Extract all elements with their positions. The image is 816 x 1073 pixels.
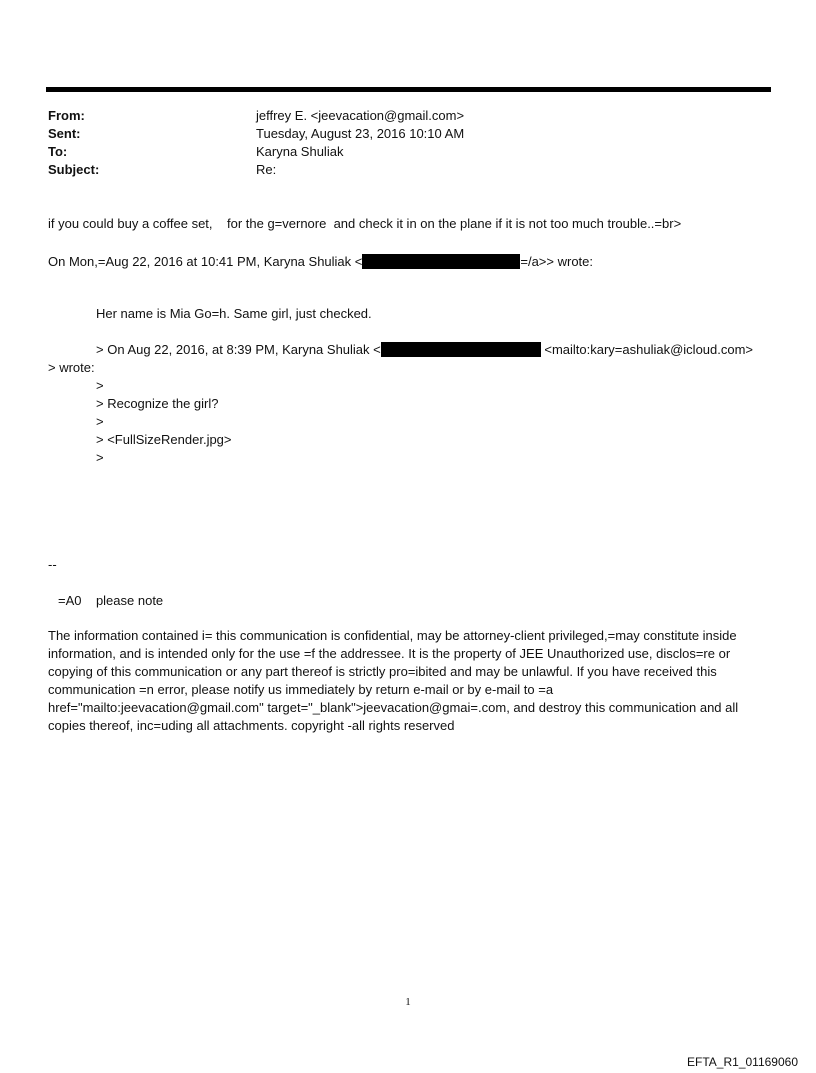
from-label: From: (48, 108, 85, 123)
quoted-line-7: > <FullSizeRender.jpg> (96, 432, 232, 447)
to-value: Karyna Shuliak (256, 144, 344, 159)
quoted-line-6: > (96, 414, 104, 429)
quoted-line-2 (96, 341, 753, 359)
sent-label: Sent: (48, 126, 81, 141)
quoted-line-8: > (96, 450, 104, 465)
subject-value: Re: (256, 162, 277, 177)
signature-note: =A0 please note (58, 593, 164, 608)
confidentiality-disclaimer: The information contained i= this communication is confidential, may be attorney-client privileged,=may constitute inside information, and is intended only for the use =f the addressee. It is the property of JEE Unauthorized use, disclos=re or copying of this communication or any part thereof is strictly pro=ibited and may be unlawful. If you have received this communication =n error, please notify us immediately by return e-mail or by e-mail to =a href="mailto:jeevacation@gmail.com" target="_blank">jeevacation@gmai=.com, and destroy this communication and all copies thereof, inc=uding all attachments. copyright -all rights reserved (48, 628, 739, 733)
document-id: EFTA_R1_01169060 (687, 1055, 798, 1069)
on-date-suffix: =/a>> wrote: (520, 254, 594, 269)
signature-dash: -- (48, 557, 57, 572)
quoted-line-2-suffix: <mailto:kary=ashuliak@icloud.com> (540, 342, 754, 357)
body-line-1: if you could buy a coffee set, for the g=vernore and check it in on the plane if it is not too much trouble..=br> (48, 216, 682, 231)
redaction-box (381, 342, 541, 357)
quoted-line-2-prefix: > On Aug 22, 2016, at 8:39 PM, Karyna Shuliak < (96, 342, 381, 357)
header-divider (46, 87, 771, 92)
quoted-line-5: > Recognize the girl? (96, 396, 219, 411)
quoted-line-1: Her name is Mia Go=h. Same girl, just checked. (96, 306, 372, 321)
on-date-prefix: On Mon,=Aug 22, 2016 at 10:41 PM, Karyna Shuliak < (48, 254, 363, 269)
from-value: jeffrey E. <jeevacation@gmail.com> (256, 108, 465, 123)
subject-label: Subject: (48, 162, 100, 177)
on-date-line (48, 253, 593, 271)
sent-value: Tuesday, August 23, 2016 10:10 AM (256, 126, 465, 141)
quoted-line-3: > wrote: (48, 360, 95, 375)
quoted-line-4: > (96, 378, 104, 393)
page-number: 1 (405, 996, 411, 1008)
redaction-box (362, 254, 520, 269)
to-label: To: (48, 144, 68, 159)
